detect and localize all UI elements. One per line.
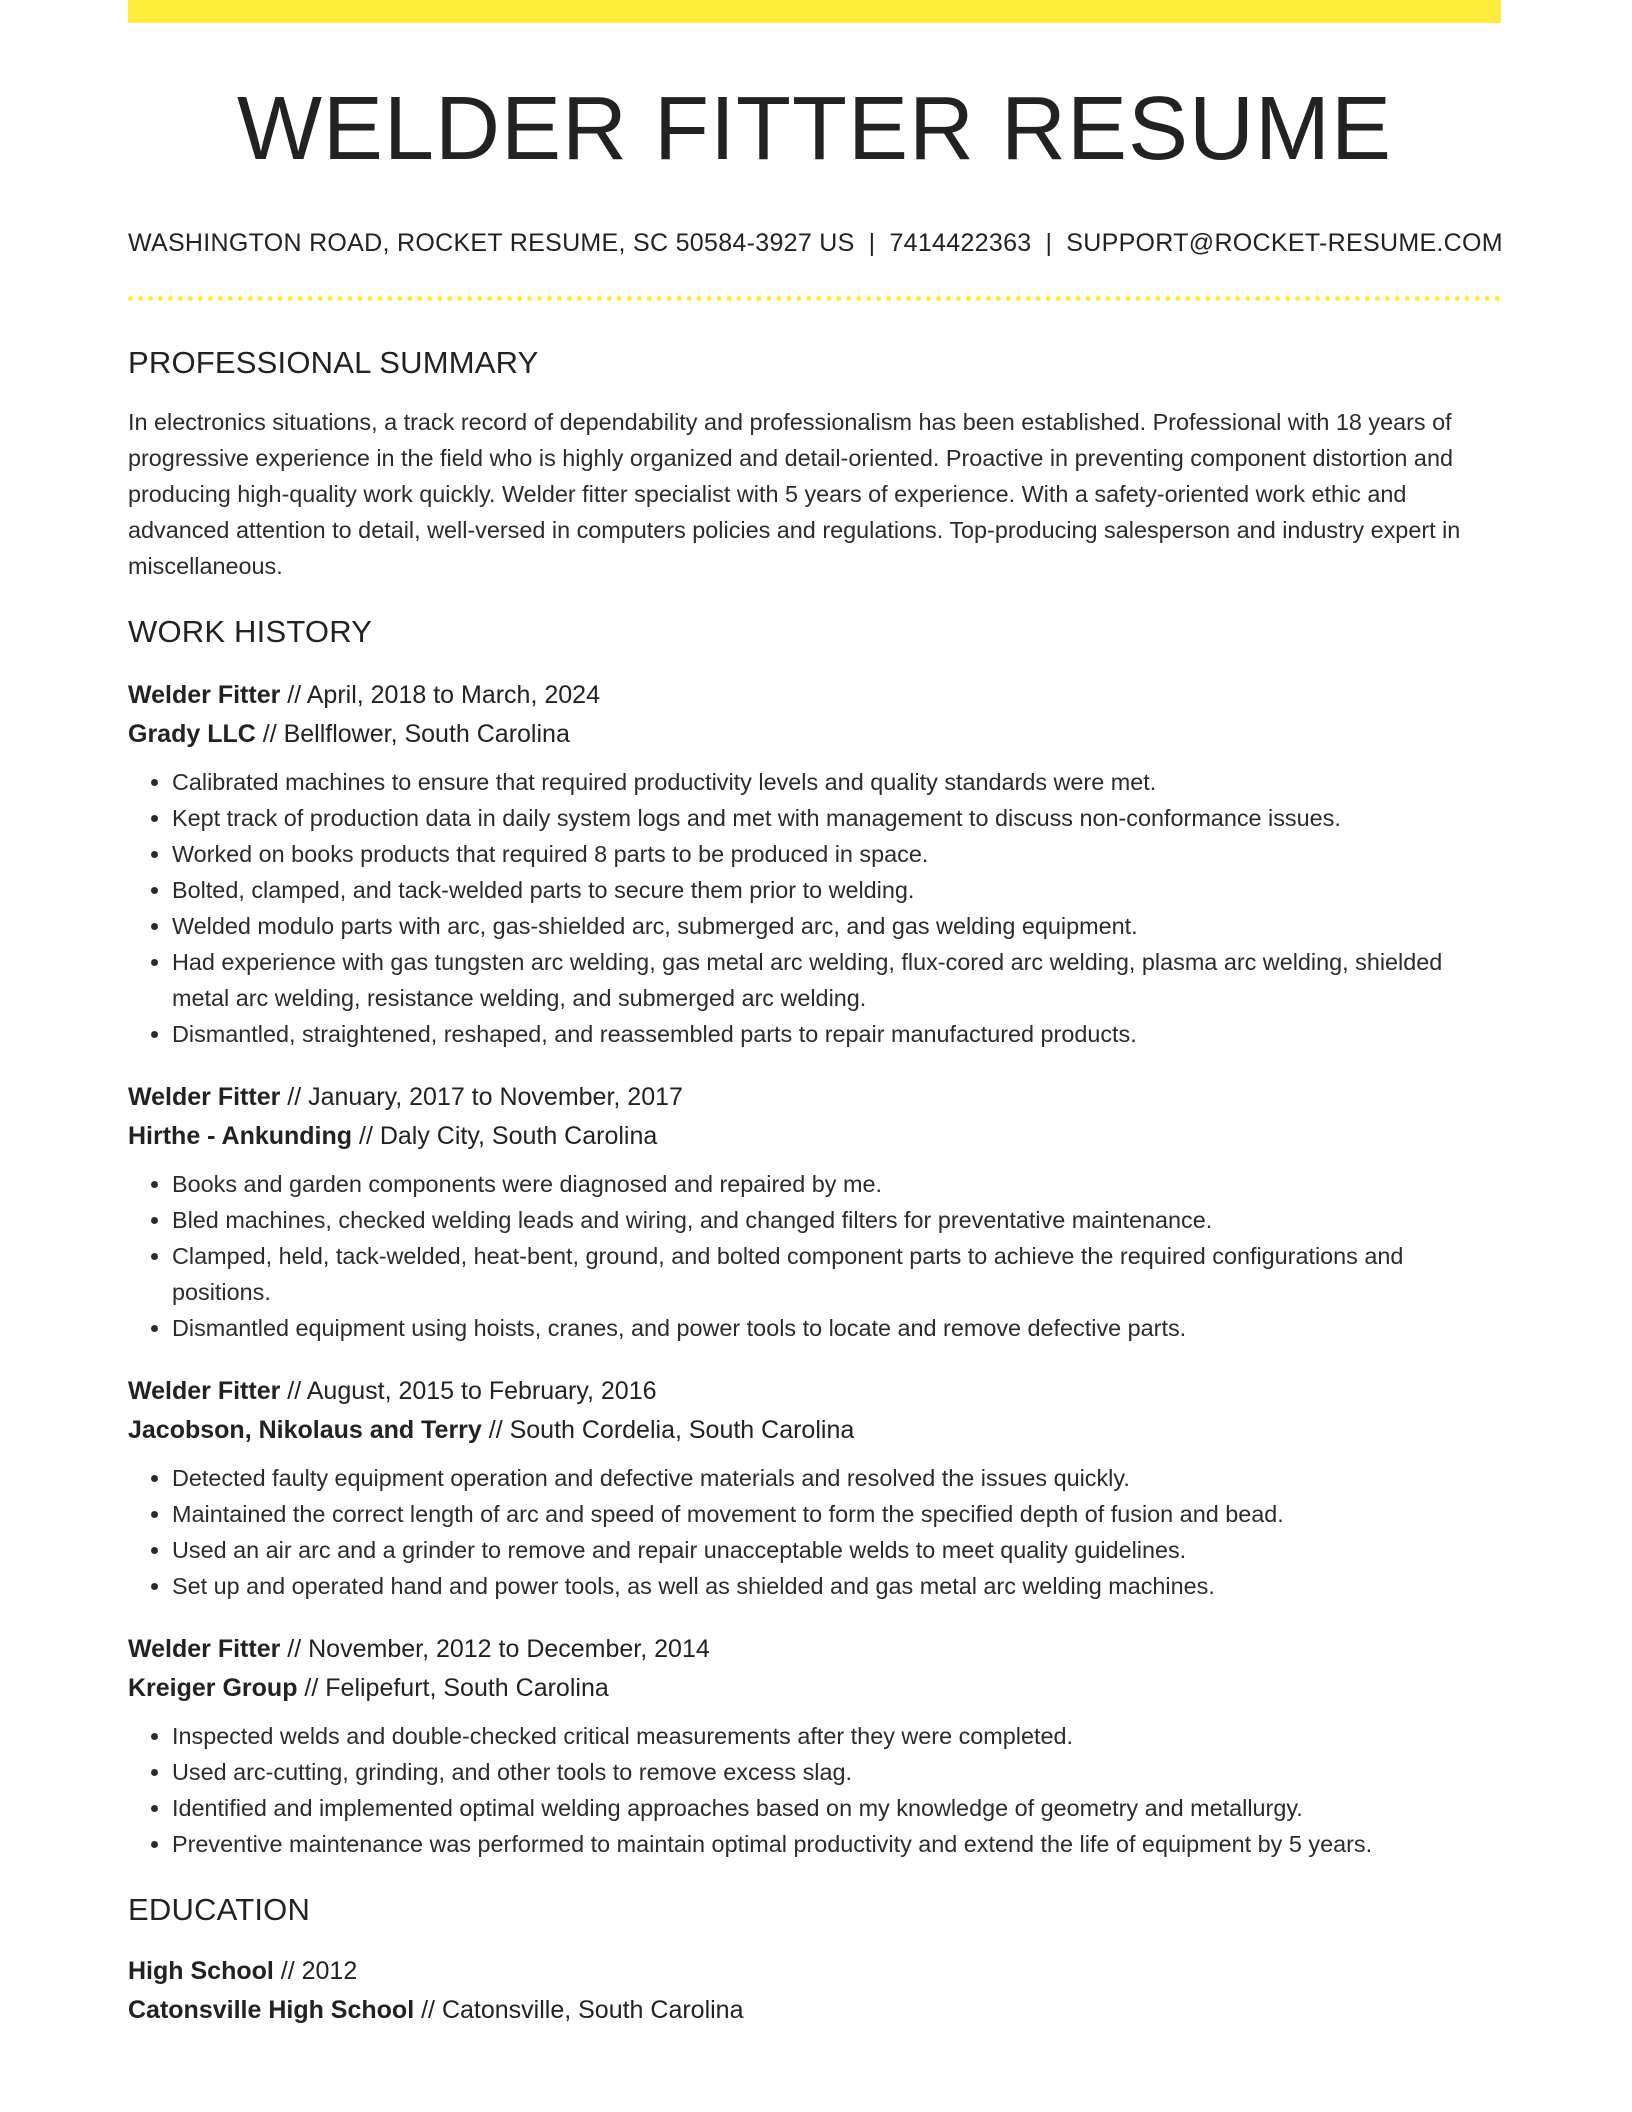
job-duties bbox=[128, 1166, 1501, 1346]
job-dates: // November, 2012 to December, 2014 bbox=[280, 1635, 710, 1663]
education-school-line bbox=[128, 1991, 1501, 2030]
education-year: // 2012 bbox=[273, 1957, 358, 1985]
header-divider bbox=[128, 296, 1501, 301]
job-entry bbox=[128, 1372, 1501, 1604]
job-duty-item: • Used arc-cutting, grinding, and other tools to remove excess slag. bbox=[172, 1754, 1501, 1790]
job-company-line bbox=[128, 715, 1501, 754]
job-duties bbox=[128, 1460, 1501, 1604]
job-entry bbox=[128, 676, 1501, 1052]
job-duty-item: • Welded modulo parts with arc, gas-shielded arc, submerged arc, and gas welding equipment. bbox=[172, 908, 1501, 944]
job-location: // Felipefurt, South Carolina bbox=[297, 1674, 609, 1702]
contact-separator: | bbox=[868, 229, 876, 257]
job-location: // Bellflower, South Carolina bbox=[255, 720, 570, 748]
contact-separator: | bbox=[1045, 229, 1053, 257]
job-title-line bbox=[128, 1630, 1501, 1669]
summary-heading: PROFESSIONAL SUMMARY bbox=[128, 345, 539, 380]
job-duty-item: • Bled machines, checked welding leads and wiring, and changed filters for preventative maintenance. bbox=[172, 1202, 1501, 1238]
job-company-line bbox=[128, 1669, 1501, 1708]
job-title-line bbox=[128, 676, 1501, 715]
job-company: Grady LLC bbox=[128, 720, 256, 748]
job-duty-item: • Set up and operated hand and power tools, as well as shielded and gas metal arc welding machines. bbox=[172, 1568, 1501, 1604]
contact-line bbox=[128, 226, 1501, 260]
job-company: Kreiger Group bbox=[128, 1674, 298, 1702]
job-duty-item: • Detected faulty equipment operation and defective materials and resolved the issues quickly. bbox=[172, 1460, 1501, 1496]
job-title-line bbox=[128, 1078, 1501, 1117]
education-degree-line bbox=[128, 1952, 1501, 1991]
job-duty-item: • Dismantled, straightened, reshaped, and reassembled parts to repair manufactured products. bbox=[172, 1016, 1501, 1052]
job-company-line bbox=[128, 1411, 1501, 1450]
job-company-line bbox=[128, 1117, 1501, 1156]
job-location: // South Cordelia, South Carolina bbox=[481, 1416, 855, 1444]
job-company: Jacobson, Nikolaus and Terry bbox=[128, 1416, 482, 1444]
job-duties bbox=[128, 1718, 1501, 1862]
job-duty-item: • Kept track of production data in daily system logs and met with management to discuss non-conformance issues. bbox=[172, 800, 1501, 836]
education-heading: EDUCATION bbox=[128, 1892, 311, 1927]
job-title: Welder Fitter bbox=[128, 681, 281, 709]
job-duty-item: • Had experience with gas tungsten arc welding, gas metal arc welding, flux-cored arc welding, plasma arc welding, shielded metal arc welding, resistance welding, and submerged arc welding. bbox=[172, 944, 1501, 1016]
resume-content bbox=[128, 0, 1501, 2030]
job-duty-item: • Used an air arc and a grinder to remove and repair unacceptable welds to meet quality guidelines. bbox=[172, 1532, 1501, 1568]
job-location: // Daly City, South Carolina bbox=[352, 1122, 658, 1150]
job-company: Hirthe - Ankunding bbox=[128, 1122, 353, 1150]
job-dates: // January, 2017 to November, 2017 bbox=[280, 1083, 683, 1111]
education-location: // Catonsville, South Carolina bbox=[414, 1996, 744, 2024]
job-duty-item: • Clamped, held, tack-welded, heat-bent, ground, and bolted component parts to achieve the required configurations and positions. bbox=[172, 1238, 1501, 1310]
job-duty-item: • Maintained the correct length of arc and speed of movement to form the specified depth of fusion and bead. bbox=[172, 1496, 1501, 1532]
contact-email: SUPPORT@ROCKET-RESUME.COM bbox=[1066, 229, 1503, 257]
job-duty-item: • Preventive maintenance was performed to maintain optimal productivity and extend the life of equipment by 5 years. bbox=[172, 1826, 1501, 1862]
job-duty-item: • Dismantled equipment using hoists, cranes, and power tools to locate and remove defective parts. bbox=[172, 1310, 1501, 1346]
job-duty-item: • Books and garden components were diagnosed and repaired by me. bbox=[172, 1166, 1501, 1202]
job-duty-item: • Inspected welds and double-checked critical measurements after they were completed. bbox=[172, 1718, 1501, 1754]
work-history-heading: WORK HISTORY bbox=[128, 614, 373, 649]
job-duty-item: • Calibrated machines to ensure that required productivity levels and quality standards were met. bbox=[172, 764, 1501, 800]
contact-phone: 7414422363 bbox=[889, 229, 1032, 257]
job-title: Welder Fitter bbox=[128, 1083, 281, 1111]
resume-title: WELDER FITTER RESUME bbox=[236, 79, 1393, 179]
job-title: Welder Fitter bbox=[128, 1635, 281, 1663]
education-entry bbox=[128, 1952, 1501, 2030]
summary-text: In electronics situations, a track record of dependability and professionalism has been established. Professional with 18 years of progressive experience in the field who is highly organized and detail-oriented. Proactive in preventing component distortion and producing high-quality work quickly. Welder fitter specialist with 5 years of experience. With a safety-oriented work ethic and advanced attention to detail, well-versed in computers policies and regulations. Top-producing salesperson and industry expert in miscellaneous. bbox=[128, 409, 1461, 579]
job-dates: // August, 2015 to February, 2016 bbox=[280, 1377, 657, 1405]
contact-address: WASHINGTON ROAD, ROCKET RESUME, SC 50584-3927 US bbox=[128, 229, 855, 257]
job-duties bbox=[128, 764, 1501, 1052]
job-duty-item: • Identified and implemented optimal welding approaches based on my knowledge of geometry and metallurgy. bbox=[172, 1790, 1501, 1826]
job-title-line bbox=[128, 1372, 1501, 1411]
job-dates: // April, 2018 to March, 2024 bbox=[280, 681, 600, 709]
job-duty-item: • Bolted, clamped, and tack-welded parts to secure them prior to welding. bbox=[172, 872, 1501, 908]
education-school: Catonsville High School bbox=[128, 1996, 415, 2024]
job-entry bbox=[128, 1078, 1501, 1346]
job-title: Welder Fitter bbox=[128, 1377, 281, 1405]
job-duty-item: • Worked on books products that required 8 parts to be produced in space. bbox=[172, 836, 1501, 872]
education-degree: High School bbox=[128, 1957, 274, 1985]
job-entry bbox=[128, 1630, 1501, 1862]
work-history-list bbox=[128, 676, 1501, 1862]
